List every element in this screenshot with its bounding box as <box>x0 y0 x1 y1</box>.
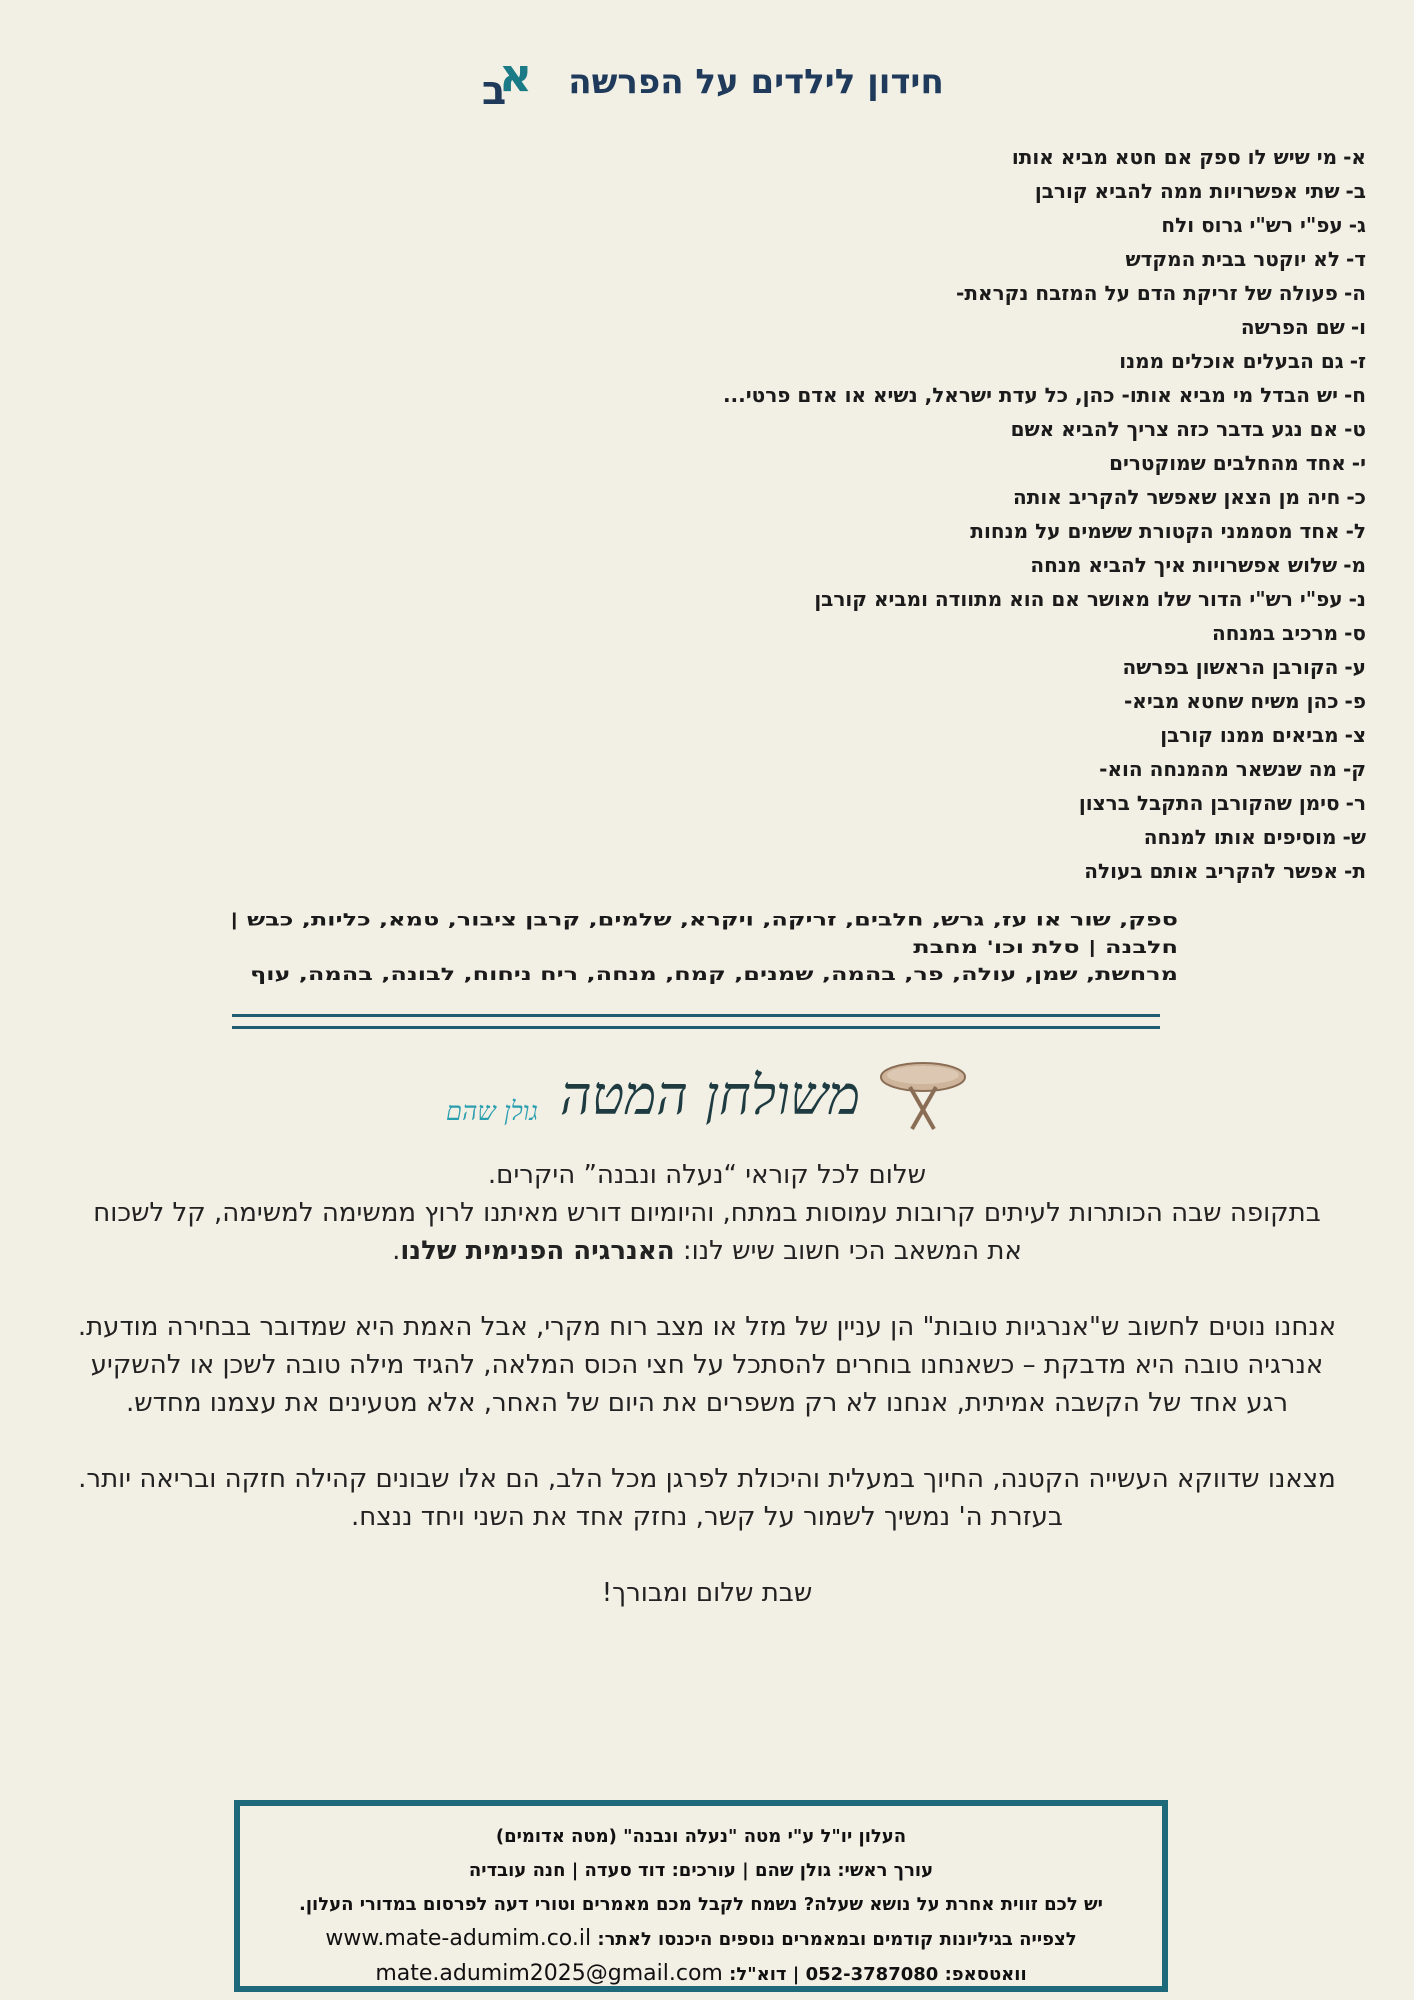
quiz-item-letter: ו- <box>1350 315 1366 339</box>
quiz-item-letter: מ- <box>1343 553 1366 577</box>
quiz-item-text: סימן שהקורבן התקבל ברצון <box>1078 791 1340 815</box>
article-closing: שבת שלום ומבורך! <box>601 1578 813 1608</box>
article-line: בעזרת ה' נמשיך לשמור על קשר, נחזק אחד את השני ויחד ננצח. <box>351 1502 1063 1532</box>
footer-editors: עורך ראשי: גולן שהם | עורכים: דוד סעדה | חנה עובדיה <box>468 1860 934 1881</box>
article-line: בתקופה שבה הכותרות לעיתים קרובות עמוסות במתח, והיומיום דורש מאיתנו לרוץ ממשימה למשימה, קל לשכוח <box>93 1198 1321 1228</box>
logo-letter-bet: ב <box>481 68 507 114</box>
article-line: אנרגיה טובה היא מדבקת – כשאנחנו בוחרים להסתכל על חצי הכוס המלאה, להגיד מילה טובה לשכן או להשקיע <box>90 1350 1324 1380</box>
quiz-item-text: אחד מסממני הקטורת ששמים על מנחות <box>970 519 1340 543</box>
article-line: מצאנו שדווקא העשייה הקטנה, החיוך במעלית והיכולת לפרגן מכל הלב, הם אלו שבונים קהילה חזקה ובריאה יותר. <box>78 1464 1336 1494</box>
answers-cipher <box>158 906 1178 988</box>
quiz-item-text: עפ"י רש"י הדור שלו מאושר אם הוא מתוודה ומביא קורבן <box>814 587 1343 611</box>
quiz-item <box>466 412 1366 446</box>
quiz-item <box>466 276 1366 310</box>
divider-line-bottom <box>232 1026 1160 1029</box>
quiz-title: חידון לילדים על הפרשה <box>568 62 944 102</box>
quiz-item-text: שלוש אפשרויות איך להביא מנחה <box>1030 553 1338 577</box>
quiz-item-text: מוסיפים אותו למנחה <box>1143 825 1337 849</box>
quiz-item-letter: כ- <box>1346 485 1366 509</box>
quiz-item <box>466 480 1366 514</box>
quiz-item-letter: ת- <box>1344 859 1366 883</box>
quiz-item-text: לא יוקטר בבית המקדש <box>1125 247 1340 271</box>
quiz-item <box>466 684 1366 718</box>
quiz-item-text: אם נגע בדבר כזה צריך להביא אשם <box>1010 417 1339 441</box>
quiz-item-letter: צ- <box>1344 723 1366 747</box>
quiz-item-letter: ק- <box>1342 757 1366 781</box>
quiz-item-text: שתי אפשרויות ממה להביא קורבן <box>1034 179 1340 203</box>
quiz-item <box>466 718 1366 752</box>
quiz-item-letter: ט- <box>1344 417 1366 441</box>
section-author: גולן שהם <box>445 1097 539 1127</box>
quiz-item-text: חיה מן הצאן שאפשר להקריב אותה <box>1013 485 1341 509</box>
section-title: משולחן המטה <box>560 1063 861 1127</box>
quiz-item <box>466 514 1366 548</box>
section-header <box>0 1050 1414 1140</box>
quiz-item-text: יש הבדל מי מביא אותו- כהן, כל עדת ישראל, נשיא או אדם פרטי... <box>722 383 1338 407</box>
email-link[interactable]: mate.adumim2025@gmail.com <box>375 1961 723 1986</box>
article-bold-phrase: האנרגיה הפנימית שלנו <box>400 1236 675 1266</box>
quiz-item <box>466 854 1366 888</box>
quiz-item <box>466 174 1366 208</box>
quiz-item-text: פעולה של זריקת הדם על המזבח נקראת- <box>956 281 1338 305</box>
footer-website-line <box>240 1922 1162 1957</box>
quiz-item-text: גם הבעלים אוכלים ממנו <box>1119 349 1344 373</box>
quiz-item-text: עפ"י רש"י גרוס ולח <box>1161 213 1343 237</box>
article-text: את המשאב הכי חשוב שיש לנו: <box>674 1236 1022 1266</box>
footer-contact-line <box>240 1957 1162 1992</box>
quiz-item-letter: ש- <box>1342 825 1366 849</box>
quiz-item <box>466 310 1366 344</box>
quiz-list <box>466 140 1366 888</box>
quiz-item <box>466 650 1366 684</box>
quiz-item <box>466 548 1366 582</box>
footer-box <box>234 1800 1168 1992</box>
quiz-item-letter: פ- <box>1344 689 1366 713</box>
quiz-item <box>466 344 1366 378</box>
quiz-item-text: כהן משיח שחטא מביא- <box>1123 689 1339 713</box>
footer-website-text: לצפייה בגיליונות קודמים ובמאמרים נוספים היכנסו לאתר: <box>597 1929 1077 1950</box>
quiz-item-text: מרכיב במנחה <box>1211 621 1339 645</box>
quiz-item-text: אפשר להקריב אותם בעולה <box>1084 859 1339 883</box>
article-line: אנחנו נוטים לחשוב ש"אנרגיות טובות" הן עניין של מזל או מצב רוח מקרי, אבל האמת היא שמדובר בבחירה מודעת. <box>77 1312 1337 1342</box>
quiz-item <box>466 140 1366 174</box>
quiz-item <box>466 208 1366 242</box>
quiz-item <box>466 242 1366 276</box>
article-greeting: שלום לכל קוראי “נעלה ונבנה” היקרים. <box>487 1160 927 1190</box>
double-divider <box>232 1014 1160 1030</box>
quiz-item-letter: ג- <box>1348 213 1366 237</box>
footer-publisher: העלון יו"ל ע"י מטה "נעלה ונבנה" (מטה אדומים) <box>495 1826 907 1847</box>
alef-bet-logo <box>470 48 540 114</box>
quiz-item-letter: ה- <box>1343 281 1366 305</box>
quiz-item <box>466 582 1366 616</box>
quiz-item <box>466 446 1366 480</box>
quiz-item-letter: ס- <box>1344 621 1366 645</box>
article-line <box>34 1232 1380 1270</box>
footer-contact-text: וואטסאפ: 052-3787080 | דוא"ל: <box>729 1964 1027 1985</box>
quiz-item-letter: נ- <box>1348 587 1366 611</box>
divider-line-top <box>232 1014 1160 1017</box>
table-icon <box>878 1055 968 1135</box>
footer-submissions: יש לכם זווית אחרת על נושא שעלה? נשמח לקבל מכם מאמרים וטורי דעה לפרסום במדורי העלון. <box>299 1894 1103 1915</box>
quiz-item-text: מה שנשאר מהמנחה הוא- <box>1099 757 1337 781</box>
website-link[interactable]: www.mate-adumim.co.il <box>325 1926 592 1951</box>
article <box>34 1156 1380 1612</box>
quiz-item <box>466 820 1366 854</box>
quiz-item-letter: י- <box>1351 451 1366 475</box>
quiz-item-text: שם הפרשה <box>1240 315 1345 339</box>
quiz-item <box>466 752 1366 786</box>
quiz-item-text: מביאים ממנו קורבן <box>1160 723 1339 747</box>
quiz-item-text: מי שיש לו ספק אם חטא מביא אותו <box>1011 145 1338 169</box>
answers-cipher-line-1: ספק, שור או עז, גרש, חלבים, זריקה, ויקרא, שלמים, קרבן ציבור, טמא, כליות, כבש | חלבנה | סלת וכו' מחבת <box>229 909 1178 958</box>
quiz-item <box>466 786 1366 820</box>
article-line: רגע אחד של הקשבה אמיתית, אנחנו לא רק משפרים את היום של האחר, אלא מטעינים את עצמנו מחדש. <box>125 1388 1289 1418</box>
answers-cipher-line-2: מרחשת, שמן, עולה, פר, בהמה, שמנים, קמח, מנחה, ריח ניחוח, לבונה, בהמה, עוף <box>250 964 1178 985</box>
quiz-item-letter: ב- <box>1345 179 1366 203</box>
quiz-item <box>466 616 1366 650</box>
quiz-item <box>466 378 1366 412</box>
quiz-item-letter: א- <box>1343 145 1366 169</box>
quiz-header <box>0 48 1414 114</box>
quiz-item-text: הקורבן הראשון בפרשה <box>1122 655 1339 679</box>
quiz-item-letter: ע- <box>1344 655 1366 679</box>
quiz-item-letter: ח- <box>1343 383 1366 407</box>
quiz-item-letter: ד- <box>1345 247 1366 271</box>
quiz-item-text: אחד מהחלבים שמוקטרים <box>1109 451 1346 475</box>
article-text: . <box>392 1236 401 1266</box>
quiz-item-letter: ל- <box>1345 519 1366 543</box>
logo-letter-alef: א <box>498 48 533 102</box>
quiz-item-letter: ז- <box>1349 349 1366 373</box>
quiz-item-letter: ר- <box>1345 791 1366 815</box>
